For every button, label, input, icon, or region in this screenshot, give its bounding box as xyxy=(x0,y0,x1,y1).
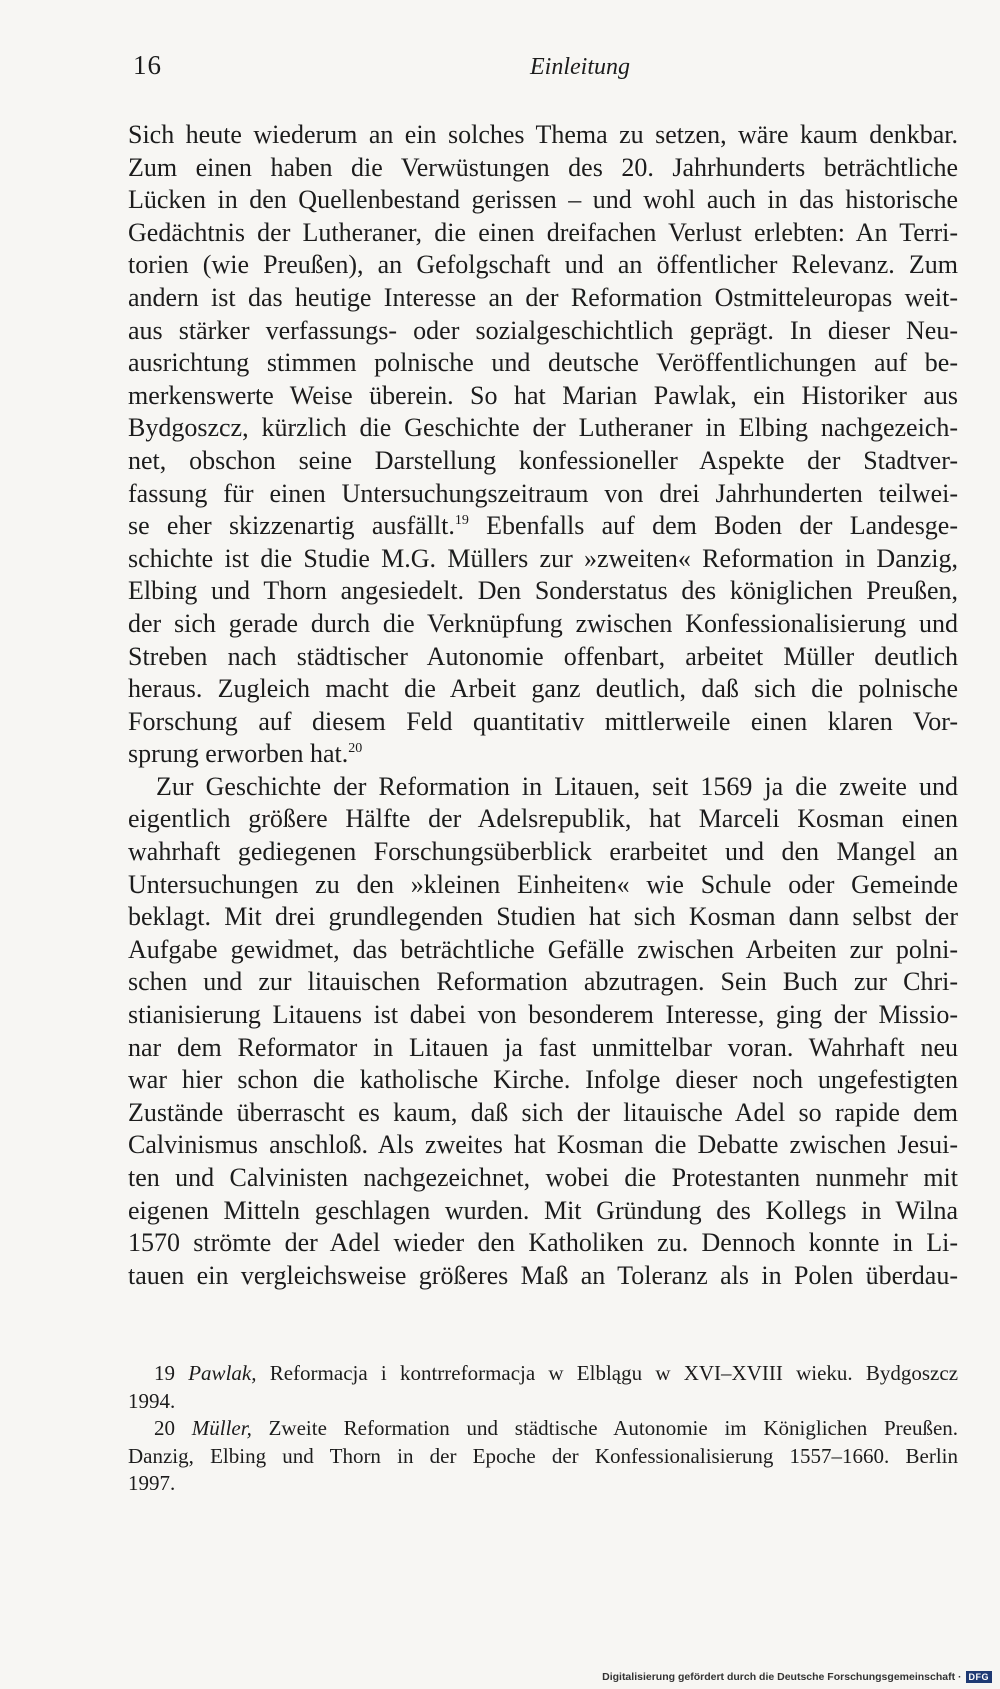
body-line: eigenen Mitteln geschlagen wurden. Mit Gründung des Kollegs in Wilna xyxy=(128,1195,958,1225)
body-line: Elbing und Thorn angesiedelt. Den Sonderstatus des königlichen Preußen, xyxy=(128,576,958,606)
body-line: Forschung auf diesem Feld quantitativ mittlerweile einen klaren Vor- xyxy=(128,706,958,736)
dfg-logo-icon: DFG xyxy=(966,1671,993,1683)
footnote-number: 20 xyxy=(154,1416,175,1440)
body-line: beklagt. Mit drei grundlegenden Studien hat sich Kosman dann selbst der xyxy=(128,902,958,932)
running-head: Einleitung xyxy=(530,54,630,80)
footnote-line: 1997. xyxy=(128,1471,176,1495)
body-line: fassung für einen Untersuchungszeitraum von drei Jahrhunderten teilwei- xyxy=(128,478,958,508)
body-line: eigentlich größere Hälfte der Adelsrepublik, hat Marceli Kosman einen xyxy=(128,804,958,834)
body-line: 1570 strömte der Adel wieder den Katholiken zu. Dennoch konnte in Li- xyxy=(128,1228,958,1258)
body-line: aus stärker verfassungs- oder sozialgeschichtlich geprägt. In dieser Neu- xyxy=(128,315,958,345)
footnote-text: Zweite Reformation und städtische Autonomie im Königlichen Preußen. xyxy=(268,1416,959,1440)
body-line: der sich gerade durch die Verknüpfung zwischen Konfessionalisierung und xyxy=(128,608,958,638)
footnote-ref-20[interactable]: 20 xyxy=(348,741,363,757)
body-line: schen und zur litauischen Reformation abzutragen. Sein Buch zur Chri- xyxy=(128,967,958,997)
footnote-20 xyxy=(128,1415,958,1443)
body-line: Sich heute wiederum an ein solches Thema zu setzen, wäre kaum denkbar. xyxy=(128,120,958,149)
body-line-segment: Ebenfalls auf dem Boden der Landesge- xyxy=(486,511,959,541)
body-line: nar dem Reformator in Litauen ja fast unmittelbar voran. Wahrhaft neu xyxy=(128,1032,958,1062)
body-line: Lücken in den Quellenbestand gerissen – und wohl auch in das historische xyxy=(128,185,958,215)
footnote-author: Müller, xyxy=(191,1416,252,1440)
body-line: Bydgoszcz, kürzlich die Geschichte der Lutheraner in Elbing nachgezeich- xyxy=(128,413,958,443)
body-line: heraus. Zugleich macht die Arbeit ganz deutlich, daß sich die polnische xyxy=(128,674,958,704)
body-line: Zustände überrascht es kaum, daß sich der litauische Adel so rapide dem xyxy=(128,1097,958,1127)
body-line: ten und Calvinisten nachgezeichnet, wobei die Protestanten nunmehr mit xyxy=(128,1163,958,1192)
footnote-ref-19[interactable]: 19 xyxy=(454,513,469,529)
body-line-with-footnote-ref xyxy=(128,738,958,771)
body-line: merkenswerte Weise überein. So hat Marian Pawlak, ein Historiker aus xyxy=(128,380,958,410)
credit-text: Digitalisierung gefördert durch die Deutsche Forschungsgemeinschaft · xyxy=(602,1671,962,1683)
footnote-line: Danzig, Elbing und Thorn in der Epoche der Konfessionalisierung 1557–1660. Berlin xyxy=(128,1443,958,1468)
body-line: tauen ein vergleichsweise größeres Maß an Toleranz als in Polen überdau- xyxy=(128,1260,958,1290)
body-line: Aufgabe gewidmet, das beträchtliche Gefälle zwischen Arbeiten zur polni- xyxy=(128,934,958,964)
digitization-credit xyxy=(602,1671,992,1683)
footnote-19 xyxy=(128,1360,958,1388)
body-line: Calvinismus anschloß. Als zweites hat Kosman die Debatte zwischen Jesui- xyxy=(128,1130,958,1160)
page-number: 16 xyxy=(133,50,162,80)
body-line: Gedächtnis der Lutheraner, die einen dreifachen Verlust erlebten: An Terri- xyxy=(128,217,958,247)
footnote-line: 1994. xyxy=(128,1388,176,1413)
body-line: wahrhaft gediegenen Forschungsüberblick erarbeitet und den Mangel an xyxy=(128,837,958,867)
footnote-number: 19 xyxy=(154,1361,175,1385)
body-line: andern ist das heutige Interesse an der Reformation Ostmitteleuropas weit- xyxy=(128,282,958,312)
body-line-segment: sprung erworben hat. xyxy=(128,739,349,769)
body-line: Streben nach städtischer Autonomie offenbart, arbeitet Müller deutlich xyxy=(128,641,958,671)
footnote-text: Reformacja i kontrreformacja w Elblągu w XVI–XVIII wieku. Bydgoszcz xyxy=(269,1361,959,1385)
body-line: torien (wie Preußen), an Gefolgschaft und an öffentlicher Relevanz. Zum xyxy=(128,250,958,280)
body-line-with-footnote-ref xyxy=(128,510,958,543)
footnote-author: Pawlak, xyxy=(188,1361,257,1385)
body-line-segment: se eher skizzenartig ausfällt. xyxy=(128,511,455,541)
body-text xyxy=(128,119,958,1292)
body-line: stianisierung Litauens ist dabei von besonderem Interesse, ging der Missio- xyxy=(128,1000,958,1030)
body-line: net, obschon seine Darstellung konfessioneller Aspekte der Stadtver- xyxy=(128,445,958,475)
body-line: schichte ist die Studie M.G. Müllers zur »zweiten« Reformation in Danzig, xyxy=(128,543,958,573)
body-line: ausrichtung stimmen polnische und deutsche Veröffentlichungen auf be- xyxy=(128,348,958,378)
body-line: Untersuchungen zu den »kleinen Einheiten« wie Schule oder Gemeinde xyxy=(128,869,958,899)
footnotes xyxy=(128,1360,958,1498)
body-line: Zur Geschichte der Reformation in Litauen, seit 1569 ja die zweite und xyxy=(156,771,958,801)
body-line: Zum einen haben die Verwüstungen des 20. Jahrhunderts beträchtliche xyxy=(128,152,958,182)
body-line: war hier schon die katholische Kirche. Infolge dieser noch ungefestigten xyxy=(128,1065,958,1095)
